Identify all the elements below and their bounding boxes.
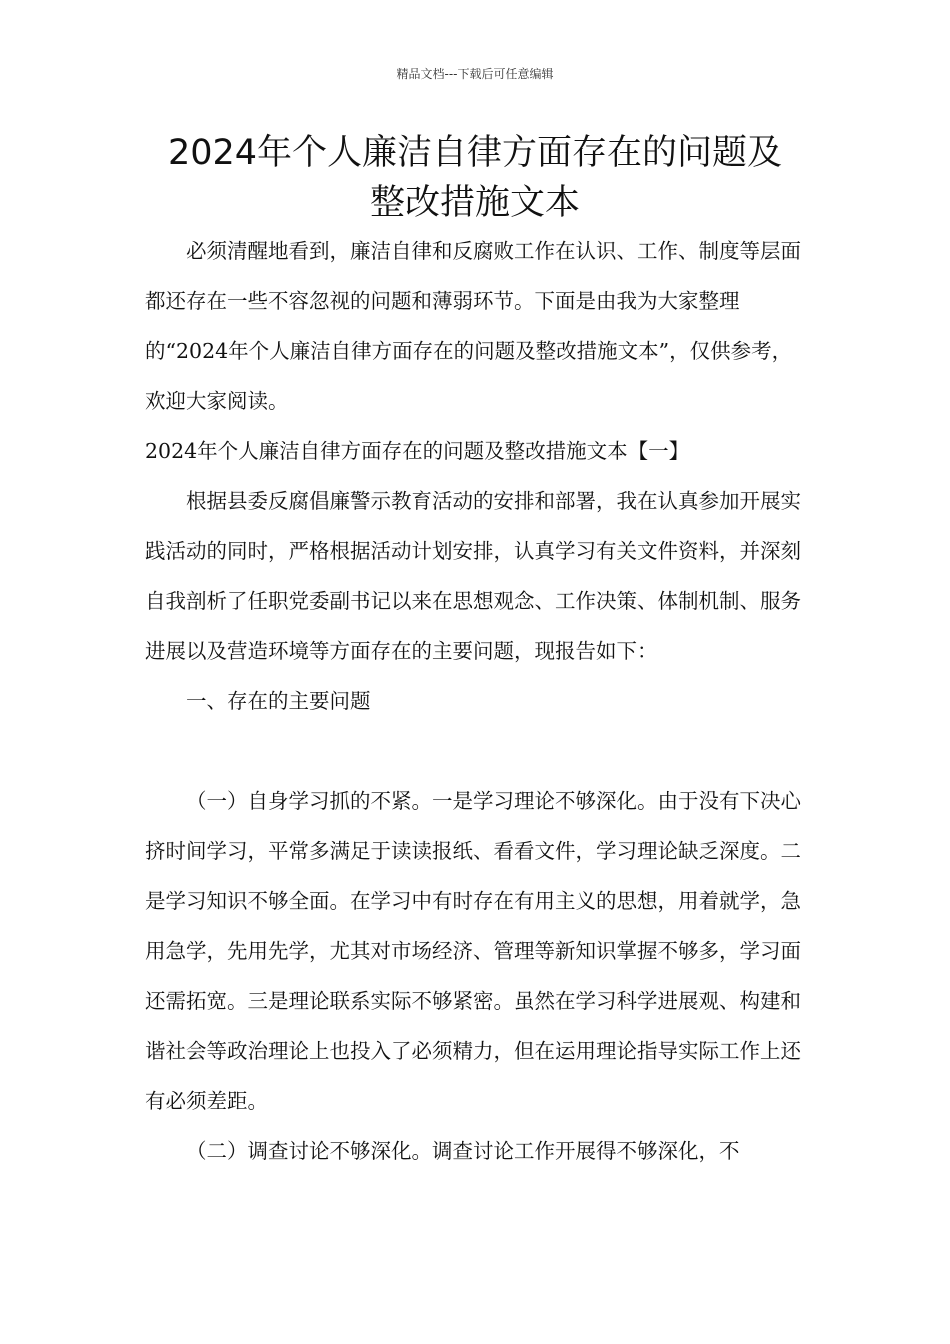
blank-line	[145, 726, 810, 776]
title-line-1: 2024年个人廉洁自律方面存在的问题及	[167, 133, 783, 173]
body-paragraph: （二）调查讨论不够深化。调查讨论工作开展得不够深化，不	[186, 1139, 740, 1163]
subheading: 一、存在的主要问题	[186, 689, 371, 713]
page-header: 精品文档---下载后可任意编辑	[396, 67, 554, 81]
title-line-2: 整改措施文本	[369, 183, 580, 223]
document-title	[110, 128, 840, 228]
intro-paragraph: 必须清醒地看到，廉洁自律和反腐败工作在认识、工作、制度等层面都还存在一些不容忽视的问题和薄弱环节。下面是由我为大家整理的“2024年个人廉洁自律方面存在的问题及整改措施文本”，仅供参考，欢迎大家阅读。	[145, 239, 801, 413]
document-body	[145, 226, 810, 1176]
section-heading: 2024年个人廉洁自律方面存在的问题及整改措施文本【一】	[145, 439, 690, 463]
body-paragraph: 根据县委反腐倡廉警示教育活动的安排和部署，我在认真参加开展实践活动的同时，严格根据活动计划安排，认真学习有关文件资料，并深刻自我剖析了任职党委副书记以来在思想观念、工作决策、体制机制、服务进展以及营造环境等方面存在的主要问题，现报告如下：	[145, 489, 801, 663]
body-paragraph: （一）自身学习抓的不紧。一是学习理论不够深化。由于没有下决心挤时间学习，平常多满足于读读报纸、看看文件，学习理论缺乏深度。二是学习知识不够全面。在学习中有时存在有用主义的思想，用着就学，急用急学，先用先学，尤其对市场经济、管理等新知识掌握不够多，学习面还需拓宽。三是理论联系实际不够紧密。虽然在学习科学进展观、构建和谐社会等政治理论上也投入了必须精力，但在运用理论指导实际工作上还有必须差距。	[145, 789, 801, 1113]
